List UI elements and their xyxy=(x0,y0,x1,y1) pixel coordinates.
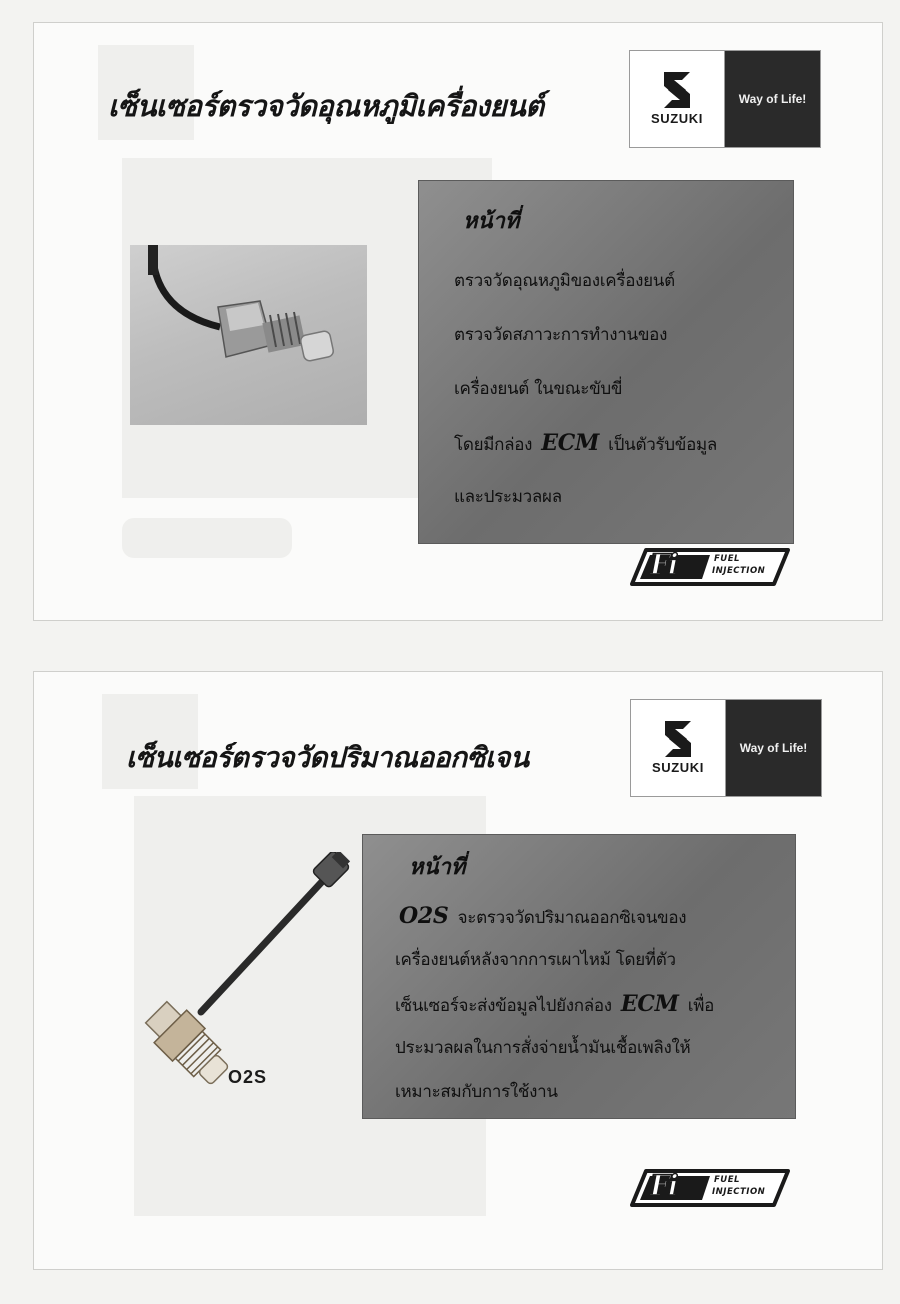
fi-fuel-text: FUEL xyxy=(714,1175,740,1185)
suzuki-s-icon xyxy=(660,72,694,108)
fi-fuel-text: FUEL xyxy=(714,554,740,564)
function-line-1: ตรวจวัดอุณหภูมิของเครื่องยนต์ xyxy=(454,271,675,291)
function-line-2: ตรวจวัดสภาวะการทำงานของ xyxy=(454,325,668,345)
function-line-3: เครื่องยนต์ ในขณะขับขี่ xyxy=(454,379,623,399)
function-line-5: และประมวลผล xyxy=(454,487,562,507)
suzuki-tagline: Way of Life! xyxy=(738,92,807,106)
photo-caption-o2s: O2S xyxy=(228,1067,268,1087)
suzuki-tagline-panel xyxy=(726,700,821,796)
suzuki-wordmark: SUZUKI xyxy=(652,760,704,775)
function-line-5: เหมาะสมกับการใช้งาน xyxy=(395,1082,558,1102)
fuel-injection-badge xyxy=(628,547,793,587)
function-line-4-after: เป็นตัวรับข้อมูล xyxy=(608,435,718,455)
suzuki-tagline-panel xyxy=(725,51,820,147)
ecm-label: ECM xyxy=(541,430,600,456)
function-lines xyxy=(395,894,795,1114)
temperature-sensor-photo xyxy=(130,245,367,425)
o2s-label: O2S xyxy=(399,903,449,929)
function-line-2: เครื่องยนต์หลังจากการเผาไหม้ โดยที่ตัว xyxy=(395,950,676,970)
fi-injection-text: INJECTION xyxy=(712,1187,766,1197)
slide-oxygen-sensor xyxy=(33,671,883,1270)
fuel-injection-badge xyxy=(628,1168,793,1208)
function-line-3-after: เพื่อ xyxy=(687,996,715,1016)
suzuki-logo xyxy=(629,50,821,148)
slide-title: เซ็นเซอร์ตรวจวัดปริมาณออกซิเจน xyxy=(126,741,529,774)
background-ghost-badge xyxy=(122,518,292,558)
function-heading: หน้าที่ xyxy=(463,208,520,234)
fi-mark: Fi xyxy=(650,1169,677,1202)
function-heading: หน้าที่ xyxy=(409,854,466,880)
suzuki-tagline: Way of Life! xyxy=(739,741,808,755)
suzuki-s-icon xyxy=(661,721,695,757)
suzuki-wordmark: SUZUKI xyxy=(651,111,703,126)
slide-title: เซ็นเซอร์ตรวจวัดอุณหภูมิเครื่องยนต์ xyxy=(108,89,544,123)
ecm-label: ECM xyxy=(620,991,679,1017)
function-line-3-before: เซ็นเซอร์จะส่งข้อมูลไปยังกล่อง xyxy=(395,996,612,1016)
function-line-4-before: โดยมีกล่อง xyxy=(454,435,533,455)
function-textbox xyxy=(418,180,794,544)
slide-engine-temperature-sensor xyxy=(33,22,883,621)
function-lines xyxy=(454,254,793,524)
function-line-3 xyxy=(395,982,795,1026)
function-line-4 xyxy=(454,416,793,470)
fi-mark: Fi xyxy=(650,548,677,581)
function-line-1 xyxy=(395,894,795,938)
function-line-1-after: จะตรวจวัดปริมาณออกซิเจนของ xyxy=(457,908,687,928)
function-textbox xyxy=(362,834,796,1119)
function-line-4: ประมวลผลในการสั่งจ่ายน้ำมันเชื้อเพลิงให้ xyxy=(395,1038,691,1058)
suzuki-logo xyxy=(630,699,822,797)
suzuki-logo-mark-panel xyxy=(631,700,726,796)
suzuki-logo-mark-panel xyxy=(630,51,725,147)
fi-injection-text: INJECTION xyxy=(712,566,766,576)
